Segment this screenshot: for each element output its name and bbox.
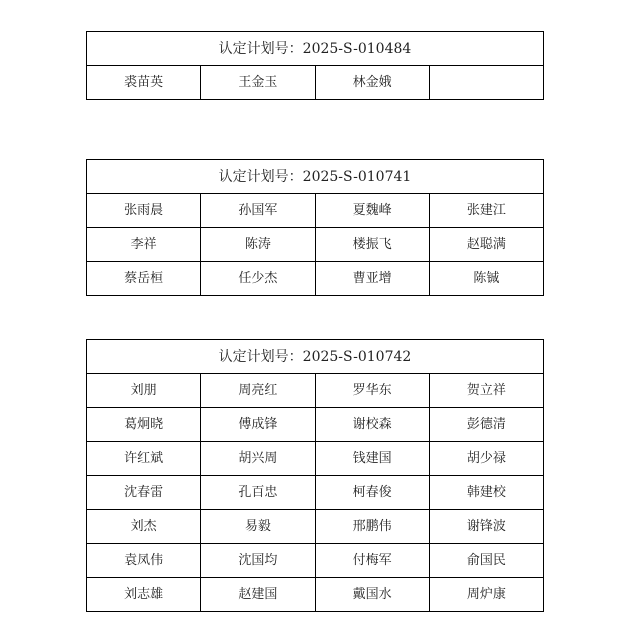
name-cell: 沈春雷	[87, 476, 201, 510]
name-cell: 贺立祥	[429, 374, 543, 408]
plan-table-010741	[86, 159, 544, 296]
table-row	[87, 544, 544, 578]
name-cell: 沈国均	[201, 544, 315, 578]
name-cell: 王金玉	[201, 66, 315, 100]
name-cell: 陈涛	[201, 228, 315, 262]
table-row	[87, 476, 544, 510]
table-row	[87, 408, 544, 442]
name-cell: 曹亚增	[315, 262, 429, 296]
name-cell: 柯春俊	[315, 476, 429, 510]
name-cell: 谢校森	[315, 408, 429, 442]
name-cell: 张建江	[429, 194, 543, 228]
name-cell: 韩建校	[429, 476, 543, 510]
table-header-row	[87, 340, 544, 374]
name-cell: 张雨晨	[87, 194, 201, 228]
table-row	[87, 374, 544, 408]
table-row	[87, 442, 544, 476]
name-cell: 彭德清	[429, 408, 543, 442]
name-cell: 周炉康	[429, 578, 543, 612]
name-cell: 邢鹏伟	[315, 510, 429, 544]
plan-number-title: 认定计划号：2025-S-010741	[87, 160, 544, 194]
table-row	[87, 578, 544, 612]
name-cell: 李祥	[87, 228, 201, 262]
name-cell: 任少杰	[201, 262, 315, 296]
name-cell: 易毅	[201, 510, 315, 544]
name-cell: 陈铖	[429, 262, 543, 296]
plan-table-010484	[86, 31, 544, 100]
table-row	[87, 66, 544, 100]
name-cell: 胡少禄	[429, 442, 543, 476]
name-cell: 袁凤伟	[87, 544, 201, 578]
name-cell: 胡兴周	[201, 442, 315, 476]
name-cell: 罗华东	[315, 374, 429, 408]
plan-table-010742	[86, 339, 544, 612]
name-cell: 葛炯晓	[87, 408, 201, 442]
name-cell: 刘杰	[87, 510, 201, 544]
empty-cell	[429, 66, 543, 100]
name-cell: 俞国民	[429, 544, 543, 578]
table-row	[87, 228, 544, 262]
name-cell: 刘志雄	[87, 578, 201, 612]
name-cell: 蔡岳桓	[87, 262, 201, 296]
name-cell: 付梅军	[315, 544, 429, 578]
plan-number-title: 认定计划号：2025-S-010484	[87, 32, 544, 66]
name-cell: 傅成锋	[201, 408, 315, 442]
plan-number-title: 认定计划号：2025-S-010742	[87, 340, 544, 374]
name-cell: 夏魏峰	[315, 194, 429, 228]
name-cell: 孙国军	[201, 194, 315, 228]
table-header-row	[87, 160, 544, 194]
name-cell: 周亮红	[201, 374, 315, 408]
name-cell: 许红斌	[87, 442, 201, 476]
name-cell: 赵建国	[201, 578, 315, 612]
table-row	[87, 194, 544, 228]
name-cell: 林金娥	[315, 66, 429, 100]
name-cell: 戴国水	[315, 578, 429, 612]
name-cell: 钱建国	[315, 442, 429, 476]
table-header-row	[87, 32, 544, 66]
name-cell: 赵聪满	[429, 228, 543, 262]
name-cell: 楼振飞	[315, 228, 429, 262]
table-row	[87, 262, 544, 296]
name-cell: 孔百忠	[201, 476, 315, 510]
name-cell: 裘苗英	[87, 66, 201, 100]
table-row	[87, 510, 544, 544]
name-cell: 刘朋	[87, 374, 201, 408]
name-cell: 谢锋波	[429, 510, 543, 544]
